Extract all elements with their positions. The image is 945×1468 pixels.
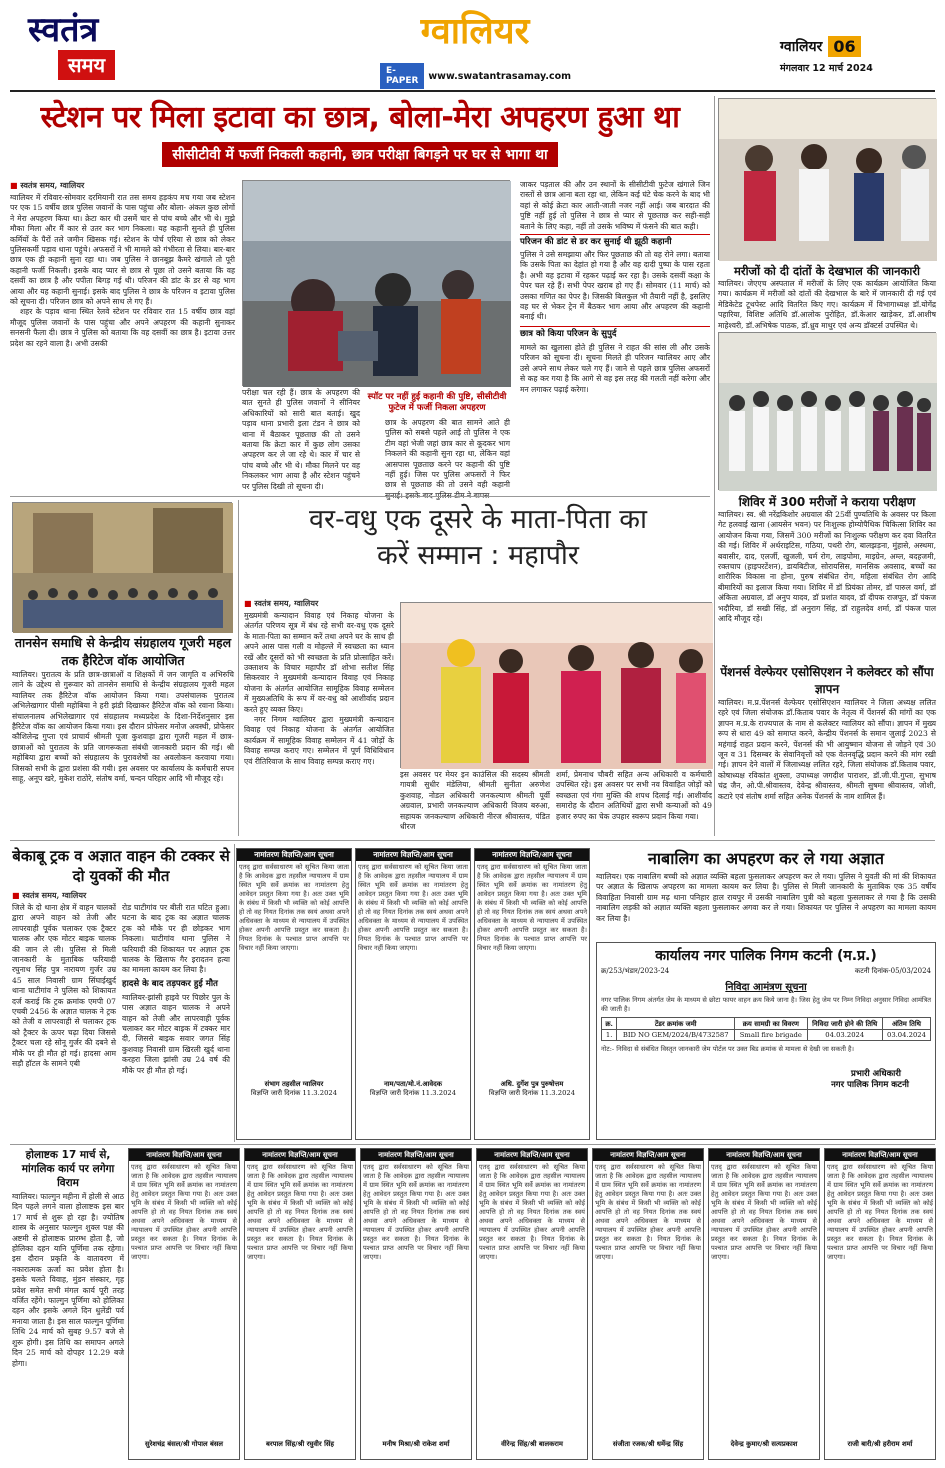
holashtak-text: ग्वालियर। फाल्गुन महीना में होली से आठ दिन पहले लगने वाला होलाष्टक इस बार 17 मार्च से शुरू हो रहा है। ज्योतिष शास्त्र के अनुसार फाल्गुन शुक्ल पक्ष की अष्टमी से होलाष्टक प्रारम्भ होता है, जो होलिका दहन यानि पूर्णिमा तक रहेगा। इस दौरान प्रकृति के वातावरण में नकारात्मक ऊर्जा का प्रवेश होता है। इसके चलते विवाह, मुंडन संस्कार, गृह प्रवेश समेत सभी मंगल कार्य पूरी तरह वर्जित रहेंगे। फाल्गुन पूर्णिमा को होलिका दहन और इसके अगले दिन धुलेंडी पर्व मनाया जाता है। इस साल फाल्गुन पूर्णिमा तिथि 24 मार्च को सुबह 9.57 बजे से शुरू होगी। इस तिथि का समापन अगले दिन 25 मार्च को दोपहर 12.29 बजे होगा। (12, 1192, 124, 1368)
lead-headline: स्टेशन पर मिला इटावा का छात्र, बोला-मेरा अपहरण हुआ था (40, 100, 680, 135)
mayor-headline: वर-वधु एक दूसरे के माता-पिता का करें सम्मान : महापौर (308, 504, 648, 571)
notice-box (824, 1148, 936, 1460)
notice-text: एतद् द्वारा सर्वसाधारण को सूचित किया जाता है कि आवेदक द्वारा तहसील न्यायालय में ग्राम स्थित भूमि सर्वे क्रमांक का नामांतरण हेतु आवेदन प्रस्तुत किया गया है। अतः उक्त भूमि के संबंध में किसी भी व्यक्ति को कोई आपत्ति हो तो वह नियत दिनांक तक स्वयं अथवा अपने अधिवक्ता के माध्यम से न्यायालय में उपस्थित होकर अपनी आपत्ति प्रस्तुत कर सकता है। नियत दिनांक के पश्चात प्राप्त आपत्ति पर विचार नहीं किया जाएगा। (711, 1163, 817, 1261)
notice-header: नामांतरण विज्ञप्ति/आम सूचना (475, 849, 589, 861)
lead-col1: ग्वालियर में रविवार-सोमवार दरमियानी रात तस समय हड़कंप मच गया जब स्टेशन पर एक 15 वर्षीय छात्र पुलिस जवानों के पास पहुंचा और बोला- अंकल कुछ लोगों ने मेरा अपहरण किया था। क्रेटा कार थी उसमें चार से पांच बच्चे और भी थे। मुझे मौका मिला और मैं कार से उतर कर भाग निकला। यह कहानी सुनते ही पुलिस कर्मियों के पैरों तले जमीन खिसक गई। स्टेशन के पोर्च एरिया से छात्र को लेकर पुलिसकर्मी पड़ाव थाना पहुंचे। अफसरों ने भी मामले को गंभीरता से लिया। बार-बार छात्र एक ही कहानी सुना रहा था। जब पुलिस ने छानबूझ कैमरे खंगाले तो पूरी कहानी फर्जी निकली। इसके बाद प्यार से छात्र से पूछा तो उसने बताया कि वह दसवीं का छात्र है और पपीता बिगड़ गई थी। परिजन की डांट के डर से वह भाग आया और यह कहानी सुनाई। इसके बाद पुलिस ने छात्र के परिजन व इटावा पुलिस को सूचना दी। परिजन छात्र को अपने साथ ले गए हैं। (10, 193, 235, 307)
lower-notices (128, 1148, 938, 1460)
divider (10, 496, 710, 497)
notice-text: एतद् द्वारा सर्वसाधारण को सूचित किया जाता है कि आवेदक द्वारा तहसील न्यायालय में ग्राम स्थित भूमि सर्वे क्रमांक का नामांतरण हेतु आवेदन प्रस्तुत किया गया है। अतः उक्त भूमि के संबंध में किसी भी व्यक्ति को कोई आपत्ति हो तो वह नियत दिनांक तक स्वयं अथवा अपने अधिवक्ता के माध्यम से न्यायालय में उपस्थित होकर अपनी आपत्ति प्रस्तुत कर सकता है। नियत दिनांक के पश्चात प्राप्त आपत्ति पर विचार नहीं किया जाएगा। (363, 1163, 469, 1261)
notice-header: नामांतरण विज्ञप्ति/आम सूचना (593, 1149, 703, 1161)
station-photo-icon (243, 181, 511, 387)
logo (28, 10, 153, 88)
page-number: 06 (828, 36, 860, 57)
notice-text: एतद् द्वारा सर्वसाधारण को सूचित किया जाता है कि आवेदक द्वारा तहसील न्यायालय में ग्राम स्थित भूमि सर्वे क्रमांक का नामांतरण हेतु आवेदन प्रस्तुत किया गया है। अतः उक्त भूमि के संबंध में किसी भी व्यक्ति को कोई आपत्ति हो तो वह नियत दिनांक तक स्वयं अथवा अपने अधिवक्ता के माध्यम से न्यायालय में उपस्थित होकर अपनी आपत्ति प्रस्तुत कर सकता है। नियत दिनांक के पश्चात प्राप्त आपत्ति पर विचार नहीं किया जाएगा। (131, 1163, 237, 1261)
notice-signature: वीरेन्द्र सिंह/श्री बालकराम (501, 1440, 563, 1448)
lead-story (10, 96, 710, 492)
notice-header: नामांतरण विज्ञप्ति/आम सूचना (356, 849, 470, 861)
lead-col2: परीक्षा चल रही हैं। छात्र के अपहरण की बात सुनते ही पुलिस जवानों ने सीनियर अधिकारियों को सारी बात बताई। खुद पड़ाव थाना प्रभारी इला टंडन ने छात्र को थाना में बैठाकर पूछताछ की तो उसने बताया कि क्रेटा कार में कुछ लोग उसका अपहरण कर ले जा रहे थे। कार में चार से पांच बच्चे और भी थे। मौका मिलने पर वह निकलकर भाग आया है और स्टेशन पहुंचने पर पुलिस दिखी तो सूचना दी। (242, 388, 360, 491)
lead-photo-caption: स्पॉट पर नहीं हुई कहानी की पुष्टि, सीसीटीवी फुटेज में फर्जी निकला अपहरण (367, 392, 507, 413)
holashtak-story (12, 1148, 124, 1460)
holashtak-headline: होलाष्टक 17 मार्च से, मांगलिक कार्य पर लगेगा विराम (21, 1149, 115, 1189)
pensioners-text: ग्वालियर। म.प्र.पेंशनर्स वेल्फेयर एसोसिएशन ग्वालियर ने जिला अध्यक्ष ललित रहरे एवं जिला संयोजक डॉ.किताब पवार के नेतृत्व में पेंशनर्स की मांगों का एक ज्ञापन म.प्र.के राज्यपाल के नाम से कलेक्टर ग्वालियर को सौंपा। ज्ञापन में मुख्य रूप से धारा 49 को समाप्त करने, केन्द्रीय पेंशनर्स के समान जुलाई 2023 से महंगाई राहत प्रदान करने, पेंशनर्स की भी आयुष्मान योजना से जोड़ने एवं 30 जून व 31 दिसम्बर के सेवानिवृत्तों को एक वेतनवृद्धि प्रदान करने की मांग रखी गई। ज्ञापन देने वालों में जिलाध्यक्ष ललित रहरे, जिला संयोजक डॉ.किताब पवार, कोषाध्यक्ष रविकांत शुक्ला, उपाध्यक्ष जगदीश पाराशर, डॉ.जी.पी.गुप्ता, सुभाष चंद्र जैन, ओ.पी.श्रीवास्तव, देवेन्द्र श्रीवास्तव, श्रीमती सुषमा श्रीवास्तव, जोशी, कटारे एवं संतोष शर्मा सहित अनेक पेंशनर्स के नाम शामिल हैं। (718, 698, 936, 801)
mayor-col2: इस अवसर पर मेयर इन काउंसिल की सदस्य श्रीमती गायत्री सुधीर मंडेलिया, श्रीमती सुनीता अरुणेश कुशवाह, नोडल अधिकारी जनकल्याण श्रीमती पूर्वी अग्रवाल, प्रभारी जनकल्याण अधिकारी विजय बरुआ, सहायक जनकल्याण अधिकारी नीरज श्रीवास्तव, पंडित धीरज (400, 770, 550, 832)
epaper-label: E-PAPER (380, 63, 424, 89)
lead-sub2: छात्र को किया परिजन के सुपुर्द (520, 326, 710, 340)
notice-signature: राजी बारी/श्री हरीराम शर्मा (847, 1440, 913, 1448)
notice-box (476, 1148, 588, 1460)
accident-headline: बेकाबू ट्रक व अज्ञात वाहन की टक्कर से दो युवकों की मौत (12, 847, 230, 885)
notice-date: विज्ञप्ति जारी दिनांक 11.3.2024 (488, 1089, 576, 1097)
accident-col2b: ग्वालियर-झांसी हाइवे पर पिछोर पुल के पास अज्ञात वाहन चालक ने अपने वाहन को तेजी और लापरवाही पूर्वक चलाकर कर मोटर बाइक में टक्कर मार दी, जिससे बाइक सवार जगत सिंह कुशवाह निवासी ग्राम खिरली खुर्द थाना करहरा जिला झांसी उम्र 24 वर्ष की मौके पर ही मौत हो गई। (122, 992, 230, 1075)
notice-text: एतद् द्वारा सर्वसाधारण को सूचित किया जाता है कि आवेदक द्वारा तहसील न्यायालय में ग्राम स्थित भूमि सर्वे क्रमांक का नामांतरण हेतु आवेदन प्रस्तुत किया गया है। अतः उक्त भूमि के संबंध में किसी भी व्यक्ति को कोई आपत्ति हो तो वह नियत दिनांक तक स्वयं अथवा अपने अधिवक्ता के माध्यम से न्यायालय में उपस्थित होकर अपनी आपत्ति प्रस्तुत कर सकता है। नियत दिनांक के पश्चात प्राप्त आपत्ति पर विचार नहीं किया जाएगा। (247, 1163, 353, 1261)
heritage-story (12, 634, 234, 836)
divider (714, 96, 715, 836)
issue-date: मंगलवार 12 मार्च 2024 (780, 63, 873, 74)
lead-col3: छात्र के अपहरण की बात सामने आते ही पुलिस को सबसे पहले आई तो पुलिस ने एक टीम वहां भेजी जहां छात्र कार से कूदकर भाग निकलने की कहानी सुना रहा था, लेकिन वहां आसपास पूछताछ करने पर कहानी की पुष्टि नहीं हुई। जिस पर पुलिस अफसरों ने फिर छात्र से पूछताछ की तो उसने वही कहानी (385, 418, 510, 490)
dental-story (718, 98, 936, 330)
notice-date: विज्ञप्ति जारी दिनांक 11.3.2024 (250, 1089, 338, 1097)
tender-office: कार्यालय नगर पालिक निगम कटनी (म.प्र.) (655, 948, 877, 964)
notice-signature: संभाग तहसील ग्वालियर (264, 1080, 324, 1088)
notice-signature: सुरेशचंद्र बंसल/श्री गोपाल बंसल (144, 1440, 224, 1448)
tender-intro: नगर पालिक निगम अंतर्गत जेम के माध्यम से छोटा फायर वाहन क्रय किये जाना है। जिस हेतु जेम पर निम्न निविदा अनुसार निविदा आमंत्रित की जाती है। (601, 996, 932, 1013)
camp-story (718, 494, 936, 660)
notice-text: एतद् द्वारा सर्वसाधारण को सूचित किया जाता है कि आवेदक द्वारा तहसील न्यायालय में ग्राम स्थित भूमि सर्वे क्रमांक का नामांतरण हेतु आवेदन प्रस्तुत किया गया है। अतः उक्त भूमि के संबंध में किसी भी व्यक्ति को कोई आपत्ति हो तो वह नियत दिनांक तक स्वयं अथवा अपने अधिवक्ता के माध्यम से न्यायालय में उपस्थित होकर अपनी आपत्ति प्रस्तुत कर सकता है। नियत दिनांक के पश्चात प्राप्त आपत्ति पर विचार नहीं किया जाएगा। (358, 863, 468, 952)
dental-photo (718, 98, 936, 260)
notice-text: एतद् द्वारा सर्वसाधारण को सूचित किया जाता है कि आवेदक द्वारा तहसील न्यायालय में ग्राम स्थित भूमि सर्वे क्रमांक का नामांतरण हेतु आवेदन प्रस्तुत किया गया है। अतः उक्त भूमि के संबंध में किसी भी व्यक्ति को कोई आपत्ति हो तो वह नियत दिनांक तक स्वयं अथवा अपने अधिवक्ता के माध्यम से न्यायालय में उपस्थित होकर अपनी आपत्ति प्रस्तुत कर सकता है। नियत दिनांक के पश्चात प्राप्त आपत्ति पर विचार नहीं किया जाएगा। (595, 1163, 701, 1261)
notice-date: विज्ञप्ति जारी दिनांक 11.3.2024 (369, 1089, 457, 1097)
notice-header: नामांतरण विज्ञप्ति/आम सूचना (237, 849, 351, 861)
accident-sub: हादसे के बाद तड़पकर हुई मौत (122, 978, 218, 989)
minor-story (596, 848, 936, 940)
divider (10, 840, 935, 841)
notice-box (236, 848, 352, 1140)
lead-col1b: शहर के पड़ाव थाना स्थित रेलवे स्टेशन पर रविवार रात 15 वर्षीय छात्र वहां मौजूद पुलिस जवानों के पास पहुंचा और अपने अपहरण की कहानी सुनाकर सनसनी फैला दी। छात्र ने पुलिस को बताया कि वह दसवीं का छात्र है। इटावा उत्तर प्रदेश का रहने वाला है। अभी उसकी (10, 307, 235, 348)
website[interactable]: www.swatantrasamay.com (428, 70, 571, 82)
lead-col4: जाकर पड़ताल की और उन स्थानों के सीसीटीवी फुटेज खंगाले जिन रास्तों से छात्र आना बता रहा था, लेकिन कई घंटे चेक करने के बाद भी वहां से कोई क्रेटा कार आती-जाती नजर नहीं आई। जब बारदात की पुष्टि नहीं हुई तो पुलिस ने छात्र से प्यार से पूछताछ कर सही-सही बताने के लिए कहा, नहीं तो उसके भविष्य में फंसने की बात कही। (520, 180, 710, 231)
accident-col1: जिले के दो थाना क्षेत्र में वाहन चालकों द्वारा अपने वाहन को तेजी और लापरवाही पूर्वक चलाकर एक ट्रैक्टर चालक और एक मोटर बाइक चालक की जान ले ली। पुलिस से मिली जानकारी के मुताबिक फरियादी रघुनाथ सिंह पुत्र नारायण गुर्जर उम्र 45 साल निवासी ग्राम सिंघाईखुर्द थाना घाटीगांव ने पुलिस को शिकायत दर्ज कराई कि ट्रक क्रमांक एमपी 07 एचबी 2456 के अज्ञात चालक ने ट्रक को तेजी व लापरवाही से चलाकर ट्रक को ट्रैक्टर के ऊपर चढ़ा दिया जिससे ट्रैक्टर चला रहे सोनू गुर्जर की दबने से मौके पर ही मौत हो गई। हादसा आम सड़ौ हॉटल के सामने एबी (12, 903, 116, 1069)
mayor-byline: ■ स्वतंत्र समय, ग्वालियर (244, 598, 394, 609)
heritage-text: ग्वालियर। पुरातत्व के प्रति छात्र-छात्राओं व शिक्षकों में जन जागृति व अभिरुचि लाने के उद्देश्य से गुरूवार को तानसेन समाधि से केन्द्रीय संग्रहालय गूजरी महल ग्वालियर तक हैरिटेज वॉक आयोजन किया गया। उपसंचालक पुरातत्व अभिलेखागार पीसी महोबिया ने हरी झंडी दिखाकर हैरिटेज वॉक को रवाना किया। संचालनालय अभिलेखागार एवं संग्रहालय मध्यप्रदेश के दिशा-निर्देशनुसार इस हैरिटेज वॉक का आयोजन किया गया। इस दौरान प्रोफेसर मनोज अवस्थी, प्रोफेसर कौशिलेन्द्र गुप्ता एवं प्राचार्य श्रीमती पूजा कुशवाहा द्वारा गूजरी महल में छात्र-छात्राओं को पुरातत्व के प्रति जागरूकता संबंधी जानकारी प्रदान की गई। श्री महोबिया द्वारा बच्चों को संग्रहालय के पुरावशेषों का अवलोकन करवाया गया। जिसको सभी के द्वारा प्रशंसा की गयी। इस अवसर पर कार्यालय के कर्मचारी सपन साहू, अनूप खरे, मुकेश राठोरे, संतोष वर्मा, चन्दन परिहार आदि भी मौजूद रहे। (12, 670, 234, 784)
lead-photo (242, 180, 510, 386)
mayor-col1: मुख्यमंत्री कन्यादान विवाह एवं निकाह योजना के अंतर्गत परिणय सूत्र में बंध रहे सभी वर-वधु एक दूसरे के माता-पिता का सम्मान करें तथा अपने घर के साथ ही अपने आस पास गली व मोहल्ले में स्वच्छता का ध्यान रखें और दूसरों को भी स्वच्छता के प्रति प्रोत्साहित करें। उक्ताशय के विचार महापौर डॉ शोभा सतीश सिंह सिकरवार ने मुख्यमंत्री कन्यादान विवाह एवं निकाह योजना के अंतर्गत आयोजित सामूहिक विवाह सम्मेलन में मुख्यअतिथि के रूप में वर-वधु को आशीर्वाद प्रदान करते हुए व्यक्त किए। (244, 611, 394, 714)
tender-title: निविदा आमंत्रण सूचना (725, 982, 807, 993)
tender-notice (596, 942, 936, 1140)
notice-header: नामांतरण विज्ञप्ति/आम सूचना (825, 1149, 935, 1161)
notice-header: नामांतरण विज्ञप्ति/आम सूचना (361, 1149, 471, 1161)
wedding-photo-icon (401, 603, 713, 769)
notice-box (244, 1148, 356, 1460)
masthead (0, 0, 945, 92)
notice-header: नामांतरण विज्ञप्ति/आम सूचना (245, 1149, 355, 1161)
tender-signer1: प्रभारी अधिकारी (851, 1069, 901, 1079)
lead-col4b: पुलिस ने उसे समझाया और फिर पूछताछ की तो वह रोने लगा। बताया कि उसके पिता का देहांत हो गया है और वह दादी पुष्पा के पास रहता है। अभी वह इटावा में रहकर पढ़ाई कर रहा है। उसके दसवीं कक्षा के पेपर चल रहे हैं। सभी पेपर खराब हो गए हैं। सोमवार (11 मार्च) को उसका गणित का पेपर है। जिसकी बिलकुल भी तैयारी नहीं है, इसलिए वह घर से भेकर ट्रेन में बैठकर भाग आया और अपहरण की कहानी बनाई थी। (520, 250, 710, 322)
page-city: ग्वालियर (780, 39, 823, 55)
tender-note: नोट:- निविदा से संबंधित विस्तृत जानकारी जेम पोर्टल पर उक्त बिड क्रमांक से मामला से देखी जा सकती है। (601, 1045, 854, 1053)
masthead-rule (10, 90, 935, 92)
heritage-photo (12, 502, 232, 632)
notice-signature: अधि. दुर्गेश पुत्र पुरुषोत्तम (500, 1080, 564, 1088)
dental-headline: मरीजों को दी दांतों के देखभाल की जानकारी (733, 264, 920, 278)
notice-text: एतद् द्वारा सर्वसाधारण को सूचित किया जाता है कि आवेदक द्वारा तहसील न्यायालय में ग्राम स्थित भूमि सर्वे क्रमांक का नामांतरण हेतु आवेदन प्रस्तुत किया गया है। अतः उक्त भूमि के संबंध में किसी भी व्यक्ति को कोई आपत्ति हो तो वह नियत दिनांक तक स्वयं अथवा अपने अधिवक्ता के माध्यम से न्यायालय में उपस्थित होकर अपनी आपत्ति प्रस्तुत कर सकता है। नियत दिनांक के पश्चात प्राप्त आपत्ति पर विचार नहीं किया जाएगा। (239, 863, 349, 952)
tender-table (601, 1017, 931, 1041)
tender-col-item: क्रय सामग्री का विवरण (735, 1018, 807, 1030)
mayor-col1b: नगर निगम ग्वालियर द्वारा मुख्यमंत्री कन्यादान विवाह एवं निकाह योजना के अंतर्गत आयोजित कार्यक्रम में सामूहिक विवाह सम्मेलन में 41 जोड़ों के विवाह सम्पन्न कराए गए। सम्मेलन में पूर्ण विधिविधान एवं रीतिरिवाज के साथ विवाह सम्पन्न कराए गए। (244, 715, 394, 766)
epaper-bar (380, 66, 571, 86)
notice-signature: मनीष मिश्रा/श्री राकेश शर्मा (382, 1440, 450, 1448)
logo-bottom: समय (58, 50, 115, 80)
accident-story (12, 846, 230, 1142)
fort-photo-icon (13, 503, 233, 633)
logo-top: स्वतंत्र (28, 10, 99, 50)
notice-box (708, 1148, 820, 1460)
notice-text: एतद् द्वारा सर्वसाधारण को सूचित किया जाता है कि आवेदक द्वारा तहसील न्यायालय में ग्राम स्थित भूमि सर्वे क्रमांक का नामांतरण हेतु आवेदन प्रस्तुत किया गया है। अतः उक्त भूमि के संबंध में किसी भी व्यक्ति को कोई आपत्ति हो तो वह नियत दिनांक तक स्वयं अथवा अपने अधिवक्ता के माध्यम से न्यायालय में उपस्थित होकर अपनी आपत्ति प्रस्तुत कर सकता है। नियत दिनांक के पश्चात प्राप्त आपत्ति पर विचार नहीं किया जाएगा। (827, 1163, 933, 1261)
pensioners-story (718, 664, 936, 836)
notice-box (128, 1148, 240, 1460)
notice-header: नामांतरण विज्ञप्ति/आम सूचना (477, 1149, 587, 1161)
notice-signature: बरपाल सिंह/श्री रघुवीर सिंह (265, 1440, 335, 1448)
camp-text: ग्वालियर। स्व. श्री नरेंद्रकिशोर अग्रवाल की 25वीं पुण्यतिथि के अवसर पर किला गेट हलवाई खाना (आयसेन भवन) पर निःशुल्क होम्योपैथिक चिकित्सा शिविर का आयोजन किया गया, जिसमें 300 मरीजों का निःशुल्क परीक्षण कर दवा वितरित की गई। शिविर में अर्थराइटिस, गठिया, पथरी रोग, बालझड़ना, मुंहासे, अस्थमा, बवासीर, दाद, एलर्जी, खुजली, चर्म रोग, लाइपोमा, माइग्रेन, अम्ल, बदहजमी, रक्तचाप (हाइपरटेंशन), डायबिटीज, सोरायसिस, मानसिक अवसाद, बच्चों का शारीरिक विकास ना होना, पुरुष संबंधित रोग, महिला संबंधित रोग आदि बीमारियों का इलाज किया गया। शिविर में डॉ प्रियंका तोमर, डॉ पारुल वर्मा, डॉ अंकिता अग्रवाल, डॉ अनुप यादव, डॉ प्रशांत यादव, डॉ दीपक राजपूत, डॉ पंकज भदौरिया, डॉ सखी सिंह, डॉ अनुराग सिंह, डॉ राहुलदेव शर्मा, डॉ पंकज पाल आदि मौजूद रहे। (718, 510, 936, 624)
accident-col2: रोड घाटीगांव पर बीती रात घटित हुआ। घटना के बाद ट्रक का अज्ञात चालक ट्रक को मौके पर ही छोड़कर भाग निकला। घाटीगांव थाना पुलिस ने फरियादी की शिकायत पर अज्ञात ट्रक चालक के खिलाफ गैर इरादतन हत्या का मामला कायम कर लिया है। (122, 903, 230, 975)
lead-col4c: मामले का खुलासा होते ही पुलिस ने राहत की सांस ली और उसके परिजन को सूचना दी। सूचना मिलते ही परिजन ग्वालियर आए और उसे अपने साथ लेकर चले गए हैं। जाने से पहले छात्र पुलिस अफसरों से कह कर गया है कि आगे से वह इस तरह की गलती नहीं करेगा और मन लगाकर पढ़ाई करेगा। (520, 342, 710, 394)
tender-col-sno: क्र. (602, 1018, 617, 1030)
wedding-photo (400, 602, 712, 768)
notice-header: नामांतरण विज्ञप्ति/आम सूचना (129, 1149, 239, 1161)
divider (238, 500, 239, 836)
accident-byline: ■ स्वतंत्र समय, ग्वालियर (12, 890, 230, 901)
group-photo-icon (719, 333, 937, 491)
notice-signature: संजीता रजक/श्री धर्मेन्द्र सिंह (612, 1440, 684, 1448)
divider (234, 844, 235, 1142)
notice-text: एतद् द्वारा सर्वसाधारण को सूचित किया जाता है कि आवेदक द्वारा तहसील न्यायालय में ग्राम स्थित भूमि सर्वे क्रमांक का नामांतरण हेतु आवेदन प्रस्तुत किया गया है। अतः उक्त भूमि के संबंध में किसी भी व्यक्ति को कोई आपत्ति हो तो वह नियत दिनांक तक स्वयं अथवा अपने अधिवक्ता के माध्यम से न्यायालय में उपस्थित होकर अपनी आपत्ति प्रस्तुत कर सकता है। नियत दिनांक के पश्चात प्राप्त आपत्ति पर विचार नहीं किया जाएगा। (479, 1163, 585, 1261)
camp-photo (718, 332, 936, 490)
minor-headline: नाबालिग का अपहरण कर ले गया अज्ञात (648, 849, 884, 868)
city-title: ग्वालियर (420, 11, 530, 52)
notice-signature: देवेन्द्र कुमार/श्री सत्यप्रकाश (730, 1440, 798, 1448)
heritage-headline: तानसेन समाधि से केन्द्रीय संग्रहालय गूजरी महल तक हैरिटेज वॉक आयोजित (14, 635, 232, 668)
notice-header: नामांतरण विज्ञप्ति/आम सूचना (709, 1149, 819, 1161)
dental-text: ग्वालियर। जेएएच अस्पताल में मरीजों के लिए एक कार्यक्रम आयोजित किया गया। कार्यक्रम में मरीजों को दांतों की देखभाल के बारे में जानकारी दी गई एवं मेडिकेटेड टूथपेस्ट आदि वितरित किए गए। कार्यक्रम में विभागाध्यक्ष डॉ.योगेंद्र पहारिया, विशिष्ट अतिथि डॉ.आलोक पुरोहित, डॉ.केआर खाड़ेकर, डॉ.आशीष माहेश्वरी, डॉ.अभिषेक पाठक, डॉ.ध्रुव माथुर एवं अन्य डॉक्टर्स उपस्थित थे। (718, 279, 936, 330)
tender-col-issue: निविदा जारी होने की तिथि (807, 1018, 882, 1030)
pensioners-headline: पेंशनर्स वेल्फेयर एसोसिएशन ने कलेक्टर को सौंपा ज्ञापन (720, 665, 934, 696)
tender-ref: क्र/253/भंडार/2023-24 (601, 967, 670, 975)
notice-signature: नाम/पता/मो.नं.आवेदक (384, 1080, 442, 1088)
notice-box (592, 1148, 704, 1460)
lead-sub1: परिजन की डांट से डर कर सुनाई थी झूठी कहानी (520, 234, 710, 248)
tender-date: कटनी दिनांक-05/03/2024 (854, 967, 931, 975)
camp-headline: शिविर में 300 मरीजों ने कराया परीक्षण (738, 495, 916, 509)
tender-col-bid: टेंडर क्रमांक जमी (617, 1018, 735, 1030)
lead-subheadline: सीसीटीवी में फर्जी निकली कहानी, छात्र परीक्षा बिगड़ने पर घर से भागा था (162, 142, 557, 167)
hospital-photo-icon (719, 99, 937, 261)
notice-box (355, 848, 471, 1140)
mayor-col3: शर्मा, प्रेमनाथ चौबरी सहित अन्य अधिकारी व कर्मचारी उपस्थित रहे। इस अवसर पर सभी नव विवाहित जोड़ों को स्वच्छता एवं गंगा मुक्ति की शपथ दिलाई गई। आशीर्वाद समारोह के दौरान अतिथियों द्वारा सभी कन्याओं को 49 हजार रुपए का चेक उपहार स्वरूप प्रदान किया गया। (556, 770, 712, 821)
table-row: 1. BID NO GEM/2024/B/4732587 Small fire brigade 04.03.2024 03.04.2024 (602, 1030, 931, 1041)
notice-box (360, 1148, 472, 1460)
lead-byline: ■ स्वतंत्र समय, ग्वालियर (10, 180, 235, 191)
notice-text: एतद् द्वारा सर्वसाधारण को सूचित किया जाता है कि आवेदक द्वारा तहसील न्यायालय में ग्राम स्थित भूमि सर्वे क्रमांक का नामांतरण हेतु आवेदन प्रस्तुत किया गया है। अतः उक्त भूमि के संबंध में किसी भी व्यक्ति को कोई आपत्ति हो तो वह नियत दिनांक तक स्वयं अथवा अपने अधिवक्ता के माध्यम से न्यायालय में उपस्थित होकर अपनी आपत्ति प्रस्तुत कर सकता है। नियत दिनांक के पश्चात प्राप्त आपत्ति पर विचार नहीं किया जाएगा। (477, 863, 587, 952)
tender-signer2: नगर पालिक निगम कटनी (831, 1080, 909, 1090)
upper-notices (236, 848, 590, 1140)
tender-col-last: अंतिम तिथि (882, 1018, 930, 1030)
page-info (780, 36, 930, 74)
mayor-story (244, 502, 712, 836)
divider (10, 1144, 935, 1145)
notice-box (474, 848, 590, 1140)
minor-text: ग्वालियर। एक नाबालिग बच्ची को अज्ञात व्यक्ति बहला फुसलाकर अपहरण कर ले गया। पुलिस ने युवती की मां की शिकायत पर अज्ञात के खिलाफ अपहरण का मामला कायम कर लिया है। पुलिस से मिली जानकारी के मुताबिक एक 35 वर्षीय विवाहिता निवासी ग्राम मढ़ थाना पनिहार हाल रायपुर में उसकी नाबालिग पुत्री को बहला फुसलाकर ले गया है कि उसकी नाबालिग लड़की को अज्ञात व्यक्ति बहला फुसलाकर अगवा कर ले गया। शिकायत पर पुलिस ने अपहरण का मामला कायम कर लिया है। (596, 872, 936, 923)
